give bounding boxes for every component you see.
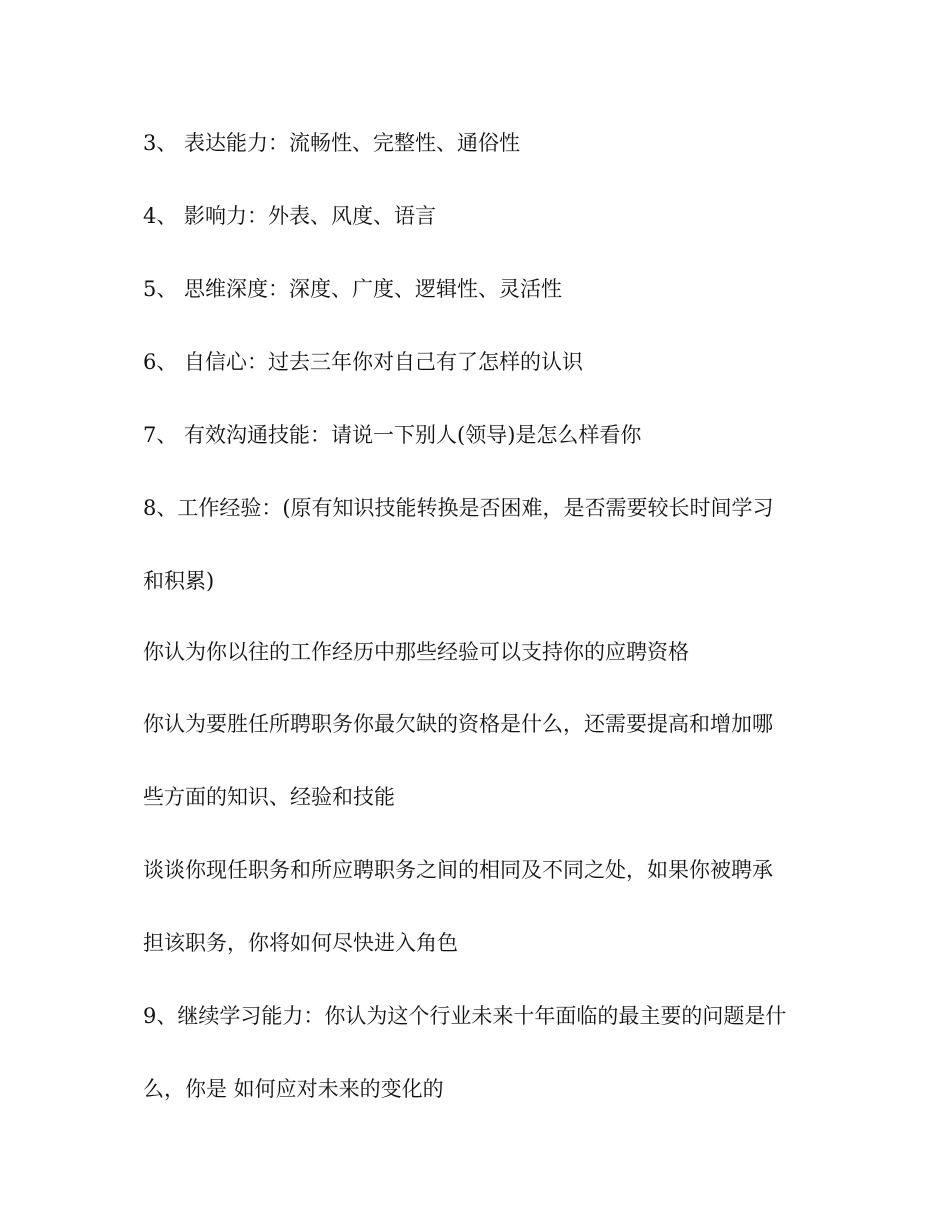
text-line-item-9: 9、继续学习能力：你认为这个行业未来十年面临的最主要的问题是什 <box>143 1004 787 1028</box>
text-line-question-qualification-continued: 些方面的知识、经验和技能 <box>143 785 395 809</box>
text-line-question-role-continued: 担该职务，你将如何尽快进入角色 <box>143 931 458 955</box>
text-line-question-role: 谈谈你现任职务和所应聘职务之间的相同及不同之处，如果你被聘承 <box>143 858 773 882</box>
text-line-item-6: 6、 自信心：过去三年你对自己有了怎样的认识 <box>143 350 584 374</box>
text-line-item-7: 7、 有效沟通技能：请说一下别人(领导)是怎么样看你 <box>143 423 642 447</box>
text-line-item-8-continued: 和积累) <box>143 569 215 593</box>
text-line-question-qualification: 你认为要胜任所聘职务你最欠缺的资格是什么，还需要提高和增加哪 <box>143 712 773 736</box>
text-line-item-9-continued: 么，你是 如何应对未来的变化的 <box>143 1077 444 1101</box>
text-line-item-8: 8、工作经验：(原有知识技能转换是否困难，是否需要较长时间学习 <box>143 496 774 520</box>
text-line-item-3: 3、 表达能力：流畅性、完整性、通俗性 <box>143 131 521 155</box>
text-line-item-5: 5、 思维深度：深度、广度、逻辑性、灵活性 <box>143 277 563 301</box>
text-line-question-experience: 你认为你以往的工作经历中那些经验可以支持你的应聘资格 <box>143 640 689 664</box>
text-line-item-4: 4、 影响力：外表、风度、语言 <box>143 204 437 228</box>
